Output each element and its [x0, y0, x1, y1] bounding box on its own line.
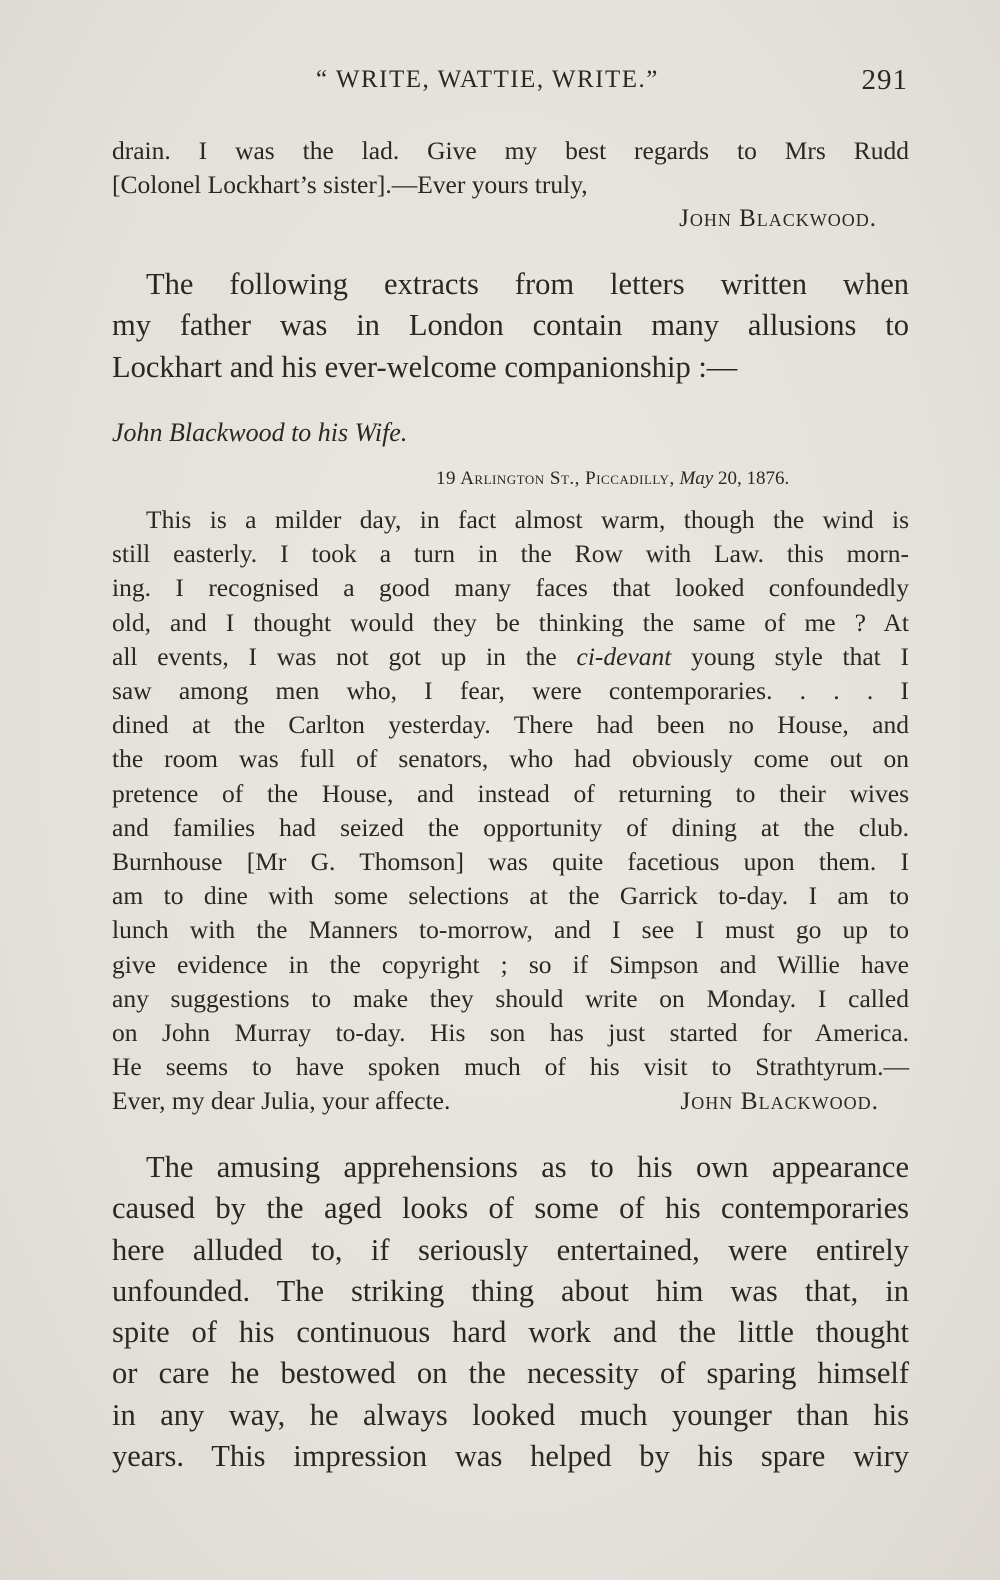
letter-signature: John Blackwood.: [680, 1086, 879, 1116]
letter-line: saw among men who, I fear, were contemporaries. . . . I: [112, 676, 909, 706]
letter-body: [112, 503, 909, 1119]
closing-line: The amusing apprehensions as to his own appearance: [146, 1150, 909, 1184]
letter-dateline: [436, 468, 789, 490]
letter-line: lunch with the Manners to-morrow, and I see I must go up to: [112, 915, 909, 945]
opening-letter-line: [Colonel Lockhart’s sister].—Ever yours truly,: [112, 170, 588, 200]
letter-line: Ever, my dear Julia, your affecte. John Blackwood.: [112, 1084, 909, 1118]
intro-line: my father was in London contain many allusions to: [112, 308, 909, 343]
letter-line: the room was full of senators, who had obviously come out on: [112, 744, 909, 774]
letter-line: old, and I thought would they be thinking the same of me ? At: [112, 607, 909, 637]
page-number: 291: [861, 64, 908, 96]
opening-letter: [112, 134, 909, 236]
closing-line: or care he bestowed on the necessity of sparing himself: [112, 1356, 909, 1391]
opening-letter-line: drain. I was the lad. Give my best regards to Mrs Rudd: [112, 136, 909, 165]
closing-paragraph: [112, 1147, 909, 1477]
opening-letter-signature: John Blackwood.: [679, 205, 877, 233]
running-head: [0, 66, 1000, 106]
letter-line: This is a milder day, in fact almost warm, though the wind is: [146, 505, 909, 534]
letter-line: Burnhouse [Mr G. Thomson] was quite facetious upon them. I: [112, 847, 909, 877]
letter-line: any suggestions to make they should write on Monday. I called: [112, 983, 909, 1013]
closing-line: here alluded to, if seriously entertained, were entirely: [112, 1232, 909, 1267]
letter-line: am to dine with some selections at the Garrick to-day. I am to: [112, 881, 909, 911]
closing-line: unfounded. The striking thing about him was that, in: [112, 1273, 909, 1308]
letter-line: on John Murray to-day. His son has just started for America.: [112, 1018, 909, 1048]
letter-line: give evidence in the copyright ; so if Simpson and Willie have: [112, 949, 909, 979]
letter-heading-text: John Blackwood to his Wife.: [112, 418, 408, 447]
closing-line: in any way, he always looked much younger than his: [112, 1397, 909, 1432]
letter-line: ing. I recognised a good many faces that looked confoundedly: [112, 573, 909, 603]
letter-line: He seems to have spoken much of his visit to Strathtyrum.—: [112, 1052, 909, 1082]
dateline-date: 20, 1876.: [713, 468, 790, 489]
running-title: “ WRITE, WATTIE, WRITE.”: [316, 66, 659, 93]
closing-line: years. This impression was helped by his spare wiry: [112, 1439, 909, 1474]
letter-heading: [112, 418, 909, 448]
italic-term: ci-devant: [576, 641, 672, 671]
intro-line: Lockhart and his ever-welcome companionship :—: [112, 349, 738, 384]
intro-paragraph: [112, 264, 909, 388]
letter-line: dined at the Carlton yesterday. There had been no House, and: [112, 710, 909, 740]
letter-line: still easterly. I took a turn in the Row with Law. this morn-: [112, 539, 909, 569]
intro-line: The following extracts from letters written when: [146, 267, 909, 301]
letter-line: and families had seized the opportunity of dining at the club.: [112, 812, 909, 842]
closing-line: caused by the aged looks of some of his contemporaries: [112, 1191, 909, 1226]
letter-line: pretence of the House, and instead of returning to their wives: [112, 778, 909, 808]
letter-line: all events, I was not got up in the ci-devant young style that I: [112, 641, 909, 671]
closing-line: spite of his continuous hard work and the little thought: [112, 1315, 909, 1350]
dateline-month: May: [679, 468, 714, 489]
dateline-address: 19 Arlington St., Piccadilly,: [436, 468, 675, 489]
